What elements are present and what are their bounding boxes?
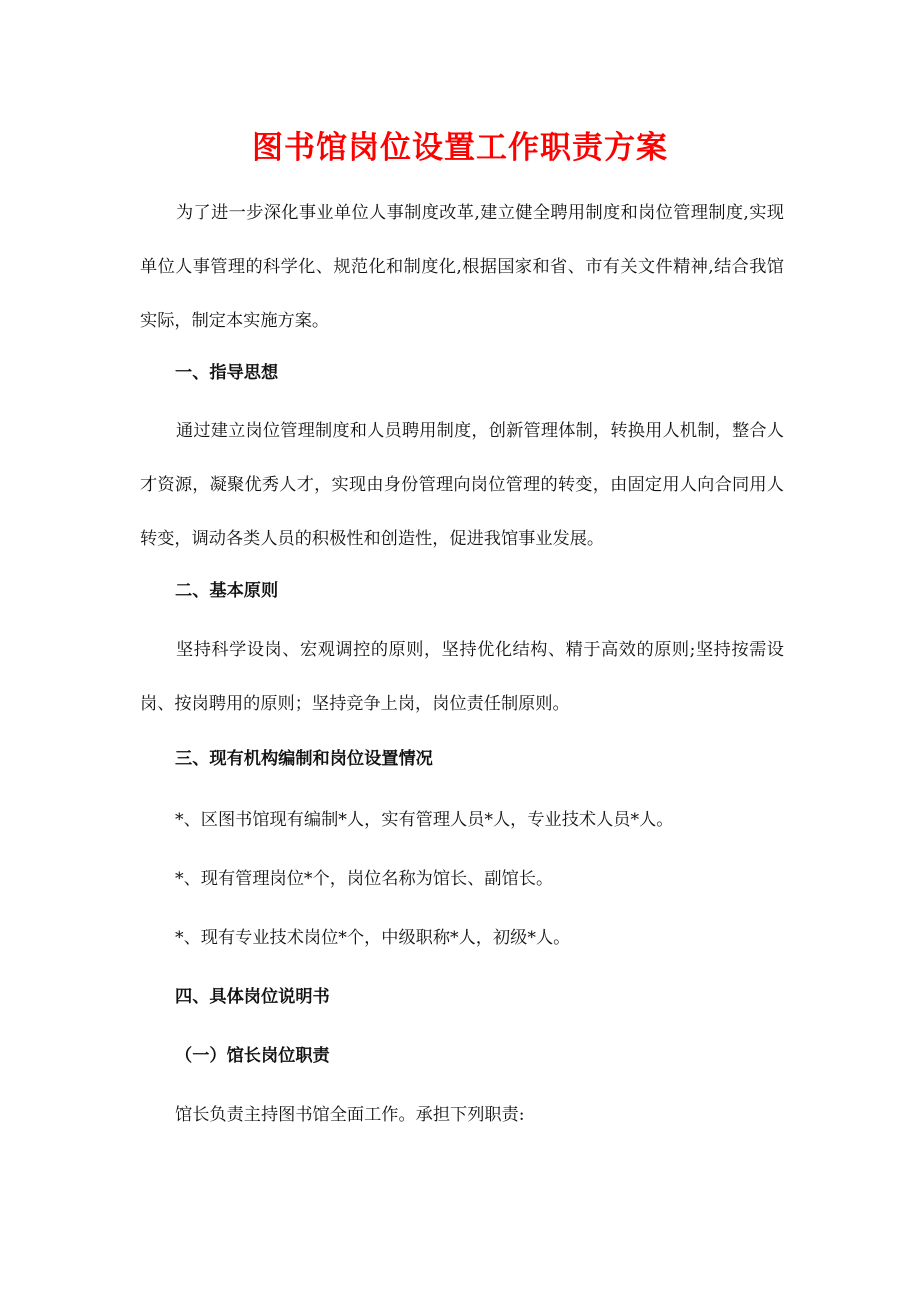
section-3-heading: 三、现有机构编制和岗位设置情况 — [175, 749, 433, 769]
section-1-body: 通过建立岗位管理制度和人员聘用制度，创新管理体制，转换用人机制，整合人才资源，凝聚优秀人才，实现由身份管理向岗位管理的转变，由固定用人向合同用人转变，调动各类人员的积极性和创造性，促进我馆事业发展。 — [140, 421, 784, 549]
intro-paragraph: 为了进一步深化事业单位人事制度改革,建立健全聘用制度和岗位管理制度,实现单位人事管理的科学化、规范化和制度化,根据国家和省、市有关文件精神,结合我馆实际，制定本实施方案。 — [140, 203, 784, 331]
section-1-heading: 一、指导思想 — [175, 363, 279, 383]
section-3-item-3: *、现有专业技术岗位*个，中级职称*人，初级*人。 — [175, 928, 571, 948]
document-title: 图书馆岗位设置工作职责方案 — [252, 130, 668, 166]
section-3-item-2: *、现有管理岗位*个，岗位名称为馆长、副馆长。 — [175, 869, 554, 889]
section-2-body: 坚持科学设岗、宏观调控的原则，坚持优化结构、精于高效的原则;坚持按需设岗、按岗聘用的原则；坚持竞争上岗，岗位责任制原则。 — [140, 640, 784, 714]
section-4-subheading-1: （一）馆长岗位职责 — [175, 1046, 330, 1066]
section-3-item-1: *、区图书馆现有编制*人，实有管理人员*人，专业技术人员*人。 — [175, 810, 674, 830]
section-4-heading: 四、具体岗位说明书 — [175, 987, 330, 1007]
section-4-sub-1-body: 馆长负责主持图书馆全面工作。承担下列职责: — [175, 1105, 525, 1125]
section-2-heading: 二、基本原则 — [175, 581, 279, 601]
